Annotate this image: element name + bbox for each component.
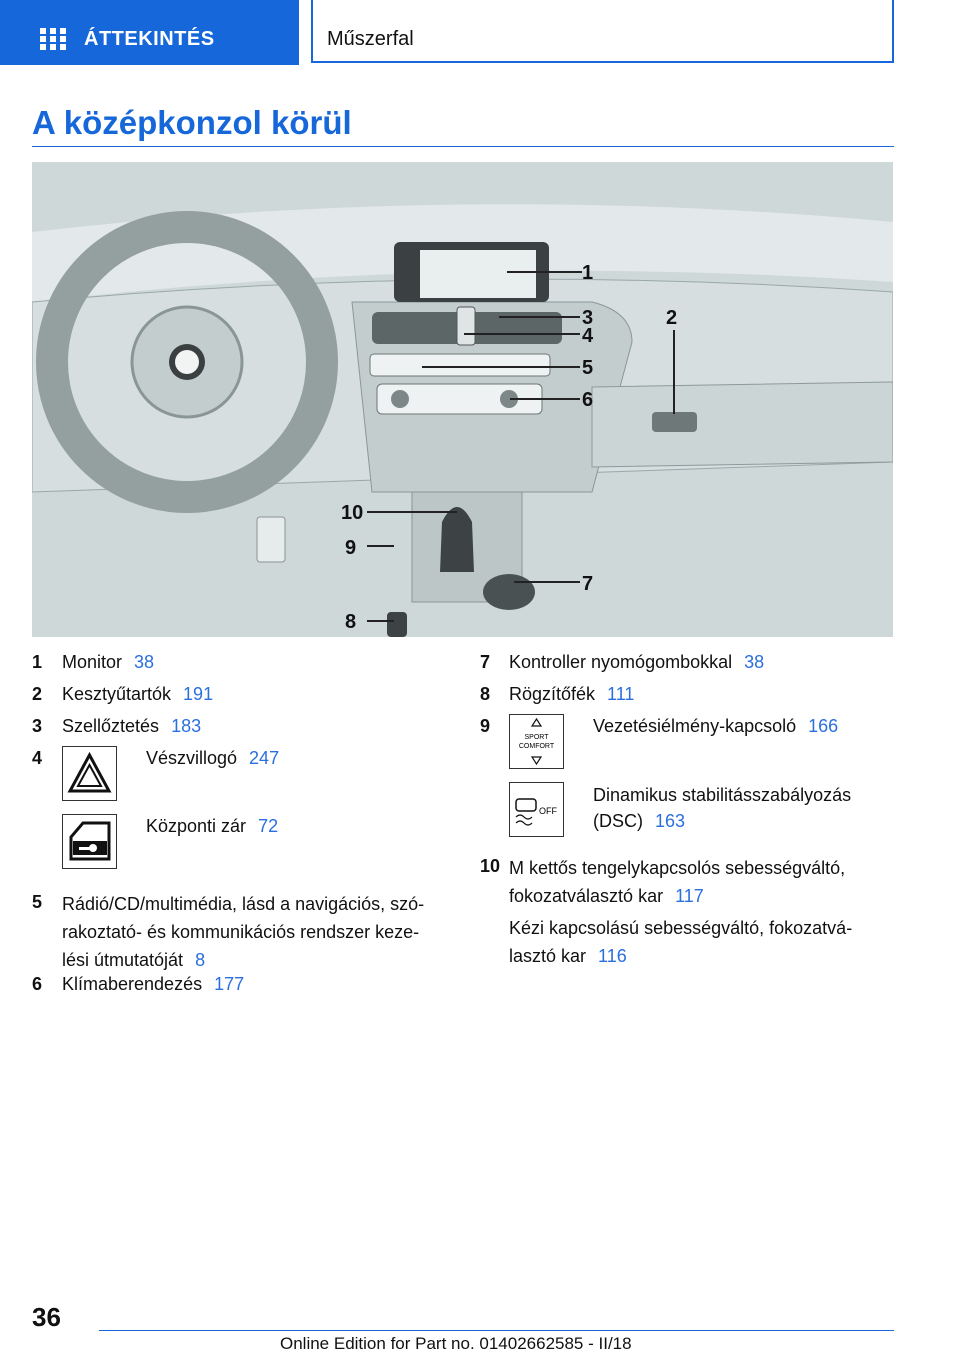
- sport-comfort-switch-icon: [509, 714, 564, 769]
- page-ref-link[interactable]: 191: [183, 684, 214, 704]
- dashboard-illustration: [32, 162, 893, 637]
- tab-label: ÁTTEKINTÉS: [84, 28, 215, 50]
- callout-1: 1: [582, 262, 594, 284]
- page-ref-link[interactable]: 8: [195, 950, 206, 970]
- legend-text: Dinamikus stabilitásszabályozás: [593, 785, 852, 805]
- overview-tab[interactable]: [0, 0, 299, 65]
- hazard-warning-icon: [62, 746, 117, 801]
- title-divider: [32, 146, 894, 147]
- legend-text: Rádió/CD/multimédia, lásd a navigációs, szó-: [62, 894, 425, 914]
- page-title: A középkonzol körül: [32, 104, 352, 141]
- callout-9: 9: [345, 537, 357, 559]
- legend-text: fokozatválasztó kar: [509, 886, 664, 906]
- callout-2: 2: [666, 307, 678, 329]
- page-ref-link[interactable]: 163: [655, 811, 686, 831]
- section-title: Műszerfal: [327, 28, 414, 50]
- page-ref-link[interactable]: 116: [598, 946, 627, 966]
- callout-8: 8: [345, 611, 357, 633]
- page-ref-link[interactable]: 177: [214, 974, 245, 994]
- page-ref-link[interactable]: 111: [607, 684, 635, 704]
- legend-text: Monitor: [62, 652, 123, 672]
- legend-number: 2: [32, 684, 43, 704]
- legend-text: Kézi kapcsolású sebességváltó, fokozatvá-: [509, 918, 853, 938]
- page-ref-link[interactable]: 117: [675, 886, 704, 906]
- legend-text: Szellőztetés: [62, 716, 160, 736]
- callout-7: 7: [582, 573, 594, 595]
- page-ref-link[interactable]: 72: [258, 816, 279, 836]
- callout-5: 5: [582, 357, 594, 379]
- dsc-off-icon: [509, 782, 564, 837]
- legend-text: Kesztyűtartók: [62, 684, 172, 704]
- page-ref-link[interactable]: 183: [171, 716, 202, 736]
- legend-text: Klímaberendezés: [62, 974, 203, 994]
- footer-divider: [99, 1330, 894, 1331]
- legend-number: 6: [32, 974, 43, 994]
- page-ref-link[interactable]: 166: [808, 716, 839, 736]
- legend-number: 8: [480, 684, 491, 704]
- legend-number: 3: [32, 716, 43, 736]
- edition-text: Online Edition for Part no. 01402662585 - II/18: [280, 1334, 632, 1353]
- legend-text: Kontroller nyomógombokkal: [509, 652, 733, 672]
- legend-text: Központi zár: [146, 816, 247, 836]
- legend-text: rakoztató- és kommunikációs rendszer keze-: [62, 922, 420, 942]
- legend-text: lési útmutatóját: [62, 950, 184, 970]
- legend-text: Vészvillogó: [146, 748, 238, 768]
- page-number: 36: [32, 1302, 61, 1332]
- legend-number: 1: [32, 652, 43, 672]
- legend-text: Rögzítőfék: [509, 684, 596, 704]
- legend-left: [32, 650, 452, 1010]
- legend-number: 5: [32, 892, 43, 912]
- sport-label: SPORT: [524, 734, 549, 741]
- legend-text: M kettős tengelykapcsolós sebességváltó,: [509, 858, 846, 878]
- callout-6: 6: [582, 389, 594, 411]
- page-ref-link[interactable]: 38: [134, 652, 155, 672]
- legend-right: [480, 650, 894, 970]
- page-ref-link[interactable]: 38: [744, 652, 765, 672]
- callout-4: 4: [582, 325, 594, 347]
- callout-10: 10: [341, 502, 364, 524]
- legend-text: lasztó kar: [509, 946, 587, 966]
- legend-number: 7: [480, 652, 491, 672]
- grid-icon: [40, 28, 66, 50]
- comfort-label: COMFORT: [518, 743, 555, 750]
- legend-text: (DSC): [593, 811, 643, 831]
- off-label: OFF: [539, 806, 557, 816]
- legend-number: 4: [32, 748, 43, 768]
- central-lock-icon: [62, 814, 117, 869]
- legend-number: 10: [480, 856, 501, 876]
- section-header: [311, 0, 894, 63]
- page-ref-link[interactable]: 247: [249, 748, 280, 768]
- legend-text: Vezetésiélmény-kapcsoló: [593, 716, 797, 736]
- legend-number: 9: [480, 716, 491, 736]
- callout-3: 3: [582, 307, 594, 329]
